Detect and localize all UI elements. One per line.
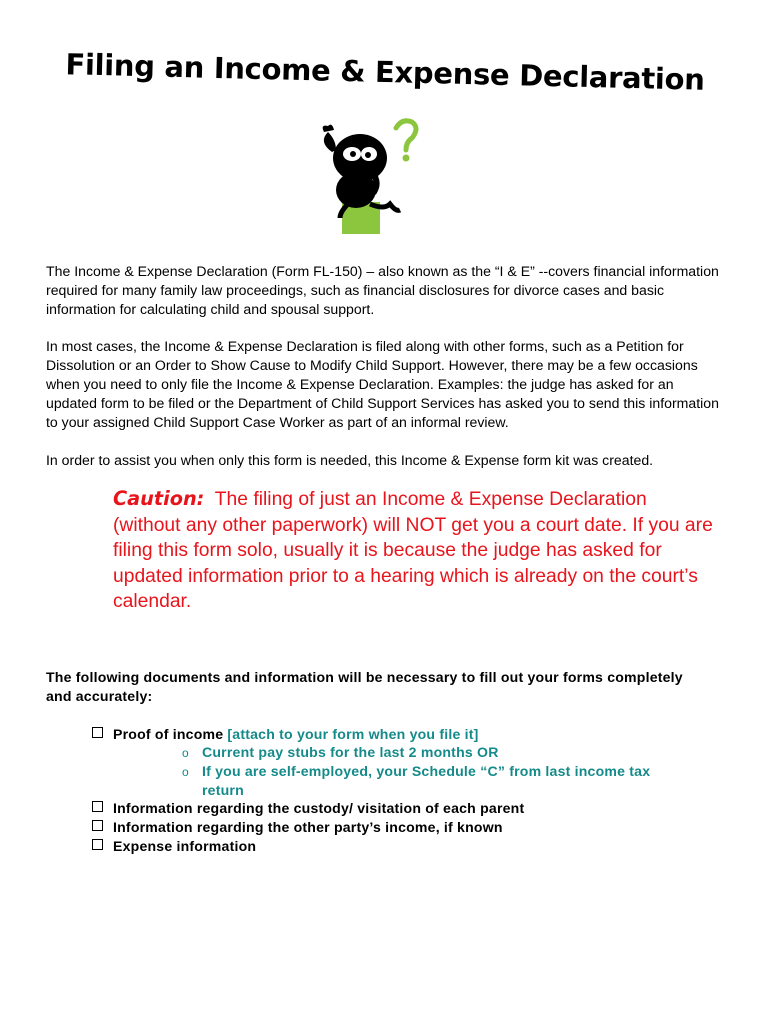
empty-checkbox-icon — [92, 801, 103, 812]
confused-person-question-mark-icon — [310, 112, 430, 237]
empty-checkbox-icon — [92, 727, 103, 738]
empty-checkbox-icon — [92, 839, 103, 850]
intro-paragraph: The Income & Expense Declaration (Form FL-150) – also known as the “I & E” --covers financial information required for many family law proceedings, such as financial disclosures for divorce cases and basic information for calculating child and spousal support. — [46, 263, 719, 317]
checklist-item-income — [92, 725, 479, 744]
checklist-item-label: Information regarding the other party’s income, if known — [113, 819, 503, 835]
checklist-item-other-income — [92, 818, 503, 837]
caution-label: Caution: — [113, 487, 205, 510]
empty-checkbox-icon — [92, 820, 103, 831]
caution-text: The filing of just an Income & Expense Declaration (without any other paperwork) will NOT get you a court date. If you are filing this form solo, usually it is because the judge has asked for updated information prior to a hearing which is already on the court’s calendar. — [113, 489, 713, 612]
sub-item-continuation: return — [202, 782, 244, 798]
page-title: Filing an Income & Expense Declaration — [65, 47, 705, 97]
checklist-item-label: Expense information — [113, 838, 257, 854]
caution-note — [113, 486, 713, 615]
checklist-item-label: Information regarding the custody/ visitation of each parent — [113, 800, 525, 816]
checklist-item-label: Proof of income — [113, 726, 224, 742]
checklist-item-expense — [92, 837, 256, 856]
sub-item-schedule-c — [182, 762, 722, 782]
sub-item-label: If you are self-employed, your Schedule “C” from last income tax — [202, 763, 651, 779]
sub-item-label: Current pay stubs for the last 2 months OR — [202, 744, 499, 760]
kit-paragraph: In order to assist you when only this form is needed, this Income & Expense form kit was created. — [46, 452, 654, 468]
documents-heading: The following documents and information will be necessary to fill out your forms completely and accurately: — [46, 669, 683, 704]
checklist-item-custody — [92, 799, 524, 818]
income-attach-note: [attach to your form when you file it] — [227, 726, 479, 742]
hollow-circle-bullet-icon: o — [182, 746, 189, 760]
sub-item-pay-stubs — [182, 743, 499, 763]
hollow-circle-bullet-icon: o — [182, 765, 189, 779]
filing-paragraph: In most cases, the Income & Expense Declaration is filed along with other forms, such as a Petition for Dissolution or an Order to Show Cause to Modify Child Support. However, there may be a few occasions when you need to only file the Income & Expense Declaration. Examples: the judge has asked for an updated form to be filed or the Department of Child Support Services has asked you to send this information to your assigned Child Support Case Worker as part of an informal review. — [46, 338, 719, 430]
